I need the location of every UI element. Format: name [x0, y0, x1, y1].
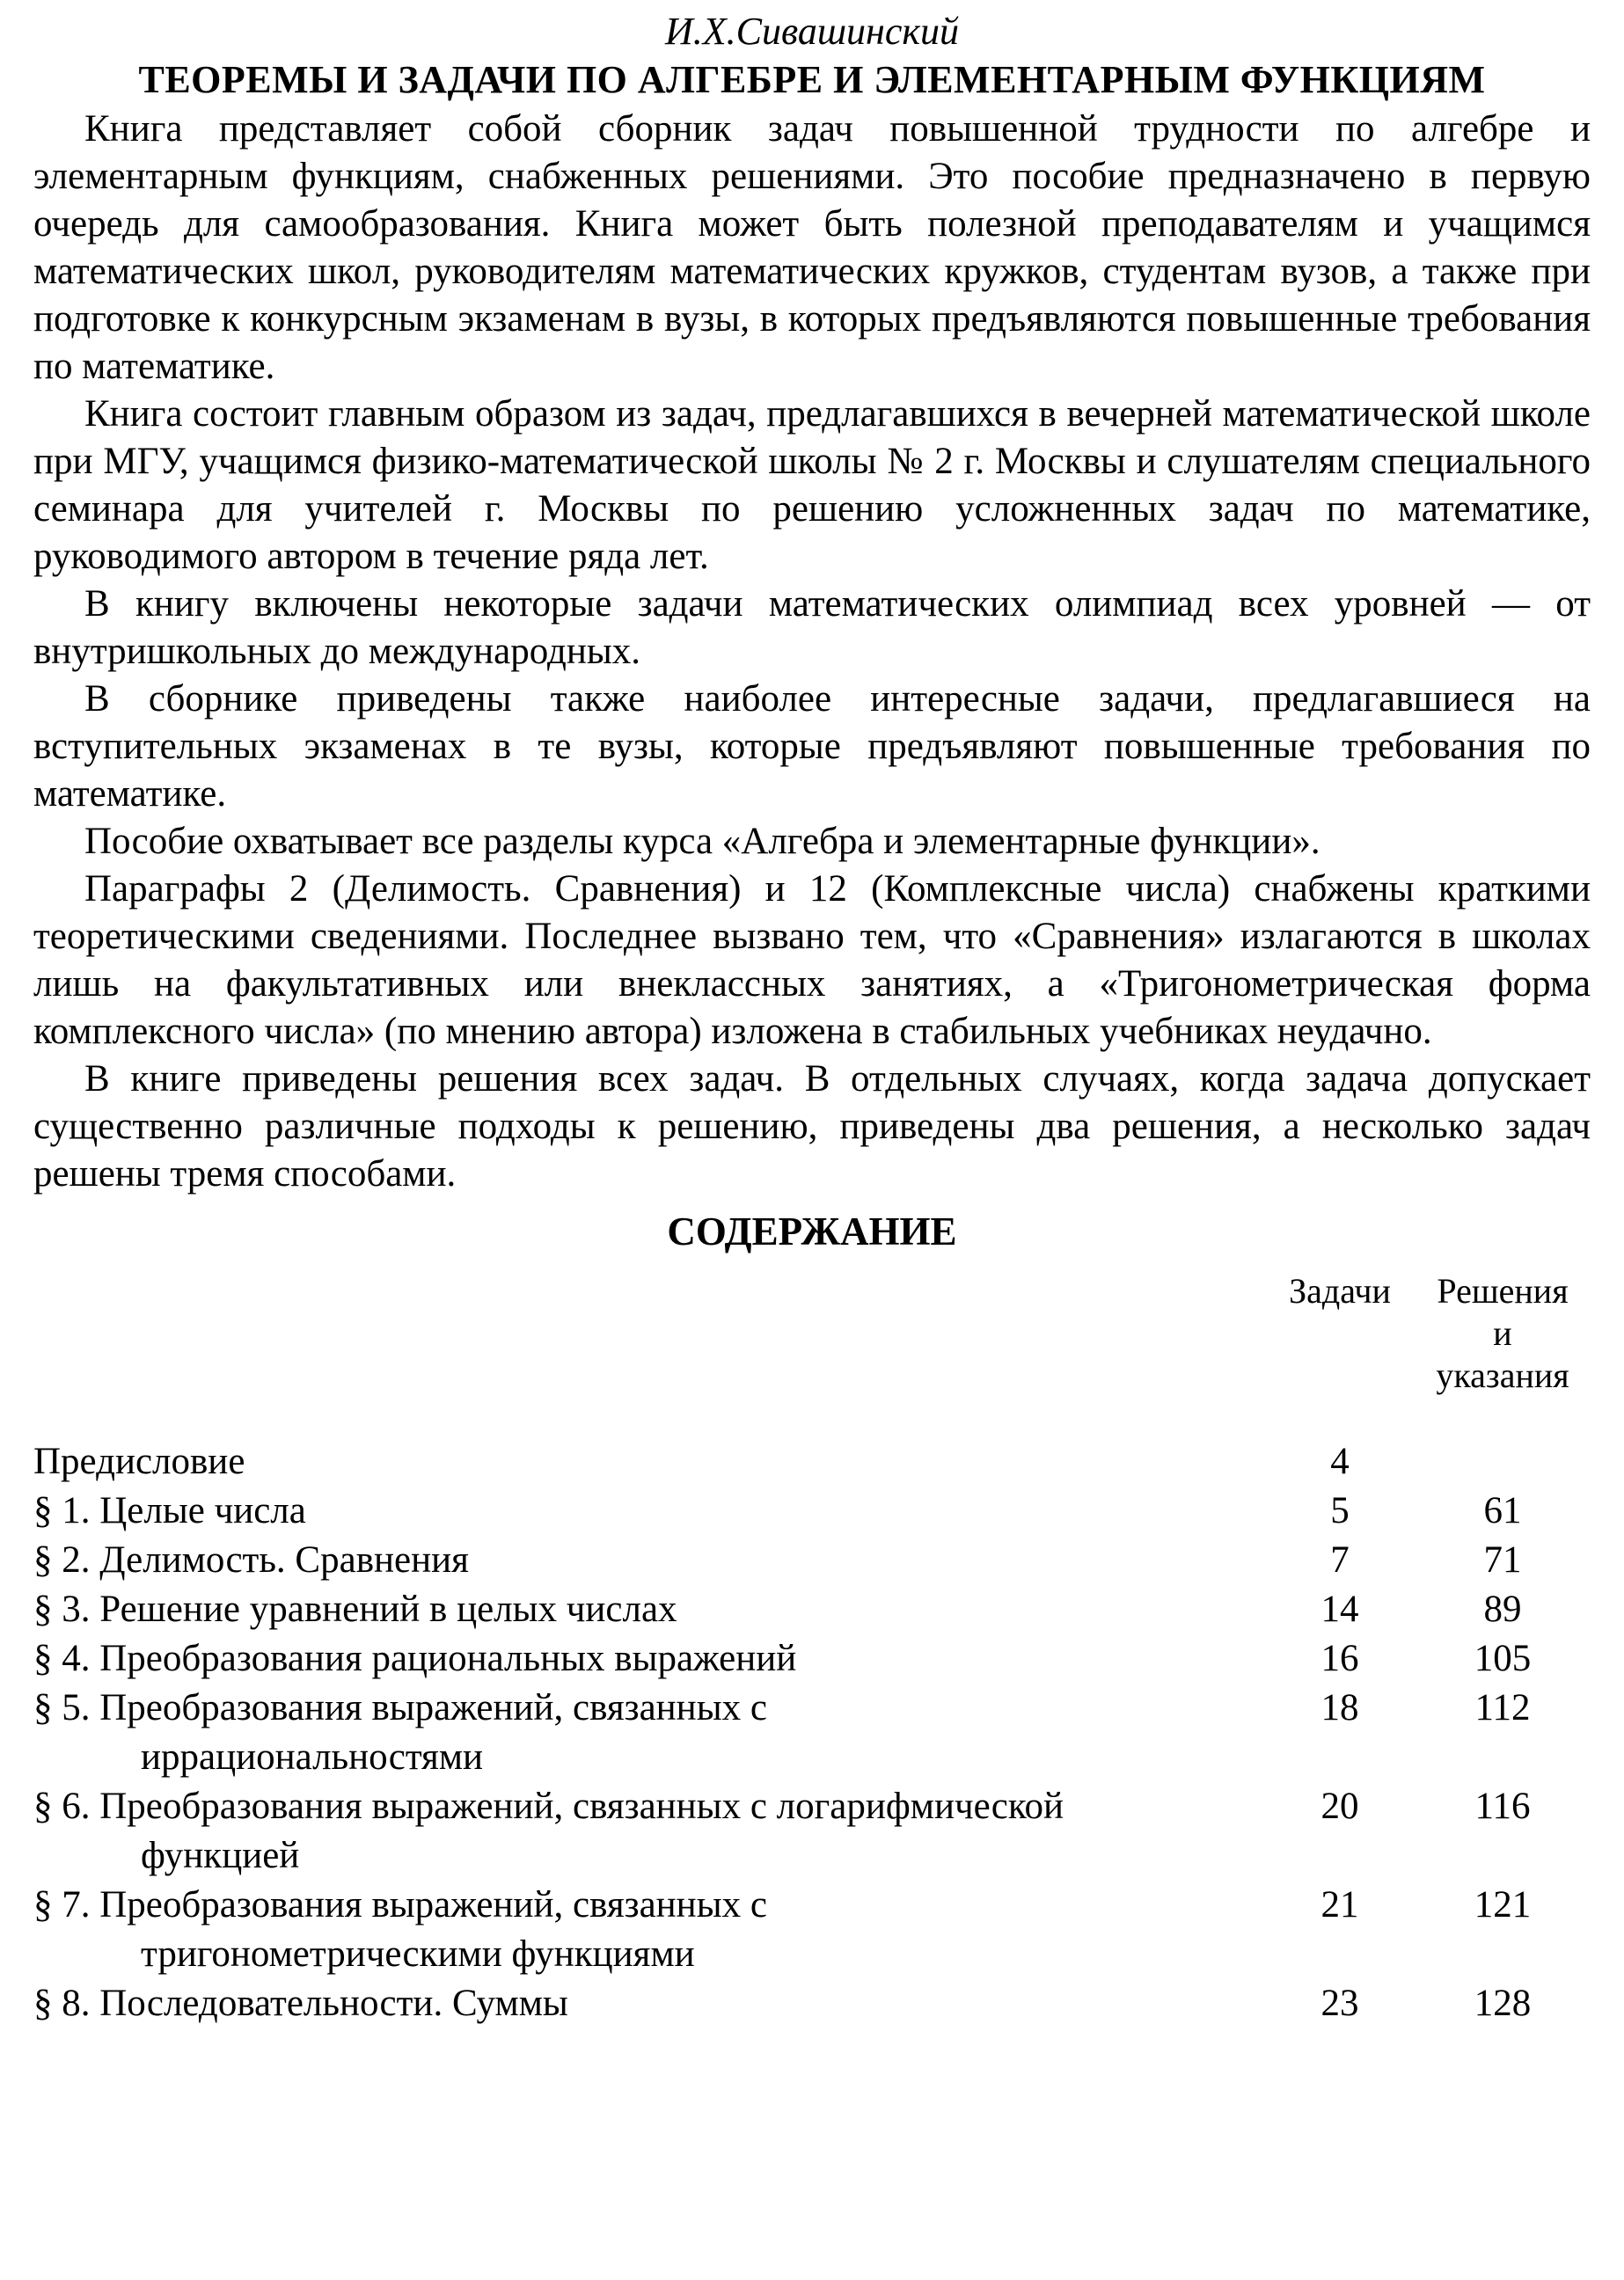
intro-paragraph: В сборнике приведены также наиболее интересные задачи, предлагавшиеся на вступительных экзаменах в те вузы, которые предъявляют повышенные требования по математике.	[33, 678, 1591, 815]
toc-entry-tasks-page: 16	[1320, 1638, 1359, 1679]
toc-row	[33, 1782, 1591, 1881]
toc-entry-label	[33, 1782, 1265, 1881]
toc-entry-tasks-page: 18	[1320, 1687, 1359, 1728]
toc-entry-label	[33, 1487, 1265, 1536]
toc-entry-label	[33, 1437, 1265, 1487]
toc-colhead-tasks: Задачи	[1289, 1271, 1391, 1311]
toc-entry-label-line1: § 2. Делимость. Сравнения	[33, 1539, 469, 1581]
toc-column-headers	[33, 1270, 1591, 1397]
toc-entry-tasks-page: 4	[1330, 1441, 1350, 1482]
toc-entry-tasks-page: 20	[1320, 1786, 1359, 1827]
toc-row	[33, 1437, 1591, 1487]
intro-paragraph: В книге приведены решения всех задач. В отдельных случаях, когда задача допускает существенно различные подходы к решению, приведены два решения, а несколько задач решены тремя способами.	[33, 1058, 1591, 1195]
toc-colhead-solutions	[1415, 1270, 1591, 1397]
toc-entry-tasks-page: 21	[1320, 1884, 1359, 1926]
toc-entry-tasks-page: 7	[1330, 1539, 1350, 1581]
toc-entry-label-line1: § 4. Преобразования рациональных выражений	[33, 1638, 797, 1679]
toc-entry-label	[33, 1585, 1265, 1634]
toc-entry-tasks-page: 14	[1320, 1589, 1359, 1630]
toc-entry-label-line1: Предисловие	[33, 1441, 245, 1482]
toc-colhead-solutions-line1: Решения	[1437, 1271, 1569, 1311]
toc-entry-label-line1: § 6. Преобразования выражений, связанных с логарифмической	[33, 1786, 1064, 1827]
toc-entry-label	[33, 1634, 1265, 1684]
author-line: И.Х.Сивашинский	[665, 10, 959, 53]
toc-heading: СОДЕРЖАНИЕ	[667, 1209, 957, 1253]
toc-entry-solutions-page: 61	[1483, 1490, 1522, 1531]
toc-colhead-solutions-line2: и	[1493, 1313, 1512, 1353]
intro-paragraph: Книга состоит главным образом из задач, предлагавшихся в вечерней математической школе при МГУ, учащимся физико-математической школы № 2 г. Москвы и слушателям специального семинара для учителей г. Москвы по решению усложненных задач по математике, руководимого автором в течение ряда лет.	[33, 393, 1591, 577]
toc-entry-label	[33, 1536, 1265, 1585]
toc-row	[33, 1585, 1591, 1634]
toc-entry-label-line1: § 5. Преобразования выражений, связанных с	[33, 1687, 767, 1728]
toc-entry-label	[33, 1979, 1265, 2028]
toc-entry-solutions-page: 71	[1483, 1539, 1522, 1581]
toc-entry-tasks-page: 5	[1330, 1490, 1350, 1531]
intro-paragraph: В книгу включены некоторые задачи математических олимпиад всех уровней — от внутришкольных до международных.	[33, 583, 1591, 672]
toc-entry-solutions-page: 105	[1474, 1638, 1532, 1679]
toc-entry-label-line1: § 7. Преобразования выражений, связанных с	[33, 1884, 767, 1926]
intro-paragraph: Книга представляет собой сборник задач повышенной трудности по алгебре и элементарным функциям, снабженных решениями. Это пособие предназначено в первую очередь для самообразования. Книга может быть полезной преподавателям и учащимся математических школ, руководителям математических кружков, студентам вузов, а также при подготовке к конкурсным экзаменам в вузы, в которых предъявляются повышенные требования по математике.	[33, 108, 1591, 387]
toc-entry-tasks-page: 23	[1320, 1983, 1359, 2024]
toc-entry-solutions-page: 89	[1483, 1589, 1522, 1630]
toc-entry-solutions-page: 128	[1474, 1983, 1532, 2024]
toc-entry-solutions-page: 116	[1474, 1786, 1531, 1827]
toc-row	[33, 1536, 1591, 1585]
toc-row	[33, 1684, 1591, 1782]
toc-entry-solutions-page: 121	[1474, 1884, 1532, 1926]
toc-entry-solutions-page: 112	[1474, 1687, 1531, 1728]
toc-entry-label-line1: § 1. Целые числа	[33, 1490, 306, 1531]
toc-row	[33, 1634, 1591, 1684]
intro-paragraph: Параграфы 2 (Делимость. Сравнения) и 12 (Комплексные числа) снабжены краткими теоретическими сведениями. Последнее вызвано тем, что «Сравнения» излагаются в школах лишь на факультативных или внеклассных занятиях, а «Тригонометрическая форма комплексного числа» (по мнению автора) изложена в стабильных учебниках неудачно.	[33, 868, 1591, 1052]
toc-entry-label-line2: иррациональностями	[141, 1736, 484, 1778]
intro-paragraph: Пособие охватывает все разделы курса «Алгебра и элементарные функции».	[84, 821, 1320, 862]
toc-entry-label-line1: § 8. Последовательности. Суммы	[33, 1983, 568, 2024]
toc-row	[33, 1979, 1591, 2028]
toc-entry-label	[33, 1684, 1265, 1782]
toc-row	[33, 1881, 1591, 1979]
toc-entry-label-line1: § 3. Решение уравнений в целых числах	[33, 1589, 677, 1630]
toc-colhead-solutions-line3: указания	[1436, 1356, 1569, 1395]
toc-entry-label-line2: тригонометрическими функциями	[141, 1933, 695, 1975]
toc-entry-label	[33, 1881, 1265, 1979]
toc-row	[33, 1487, 1591, 1536]
book-title: ТЕОРЕМЫ И ЗАДАЧИ ПО АЛГЕБРЕ И ЭЛЕМЕНТАРНЫМ ФУНКЦИЯМ	[138, 58, 1486, 101]
toc-entry-label-line2: функцией	[141, 1835, 300, 1876]
